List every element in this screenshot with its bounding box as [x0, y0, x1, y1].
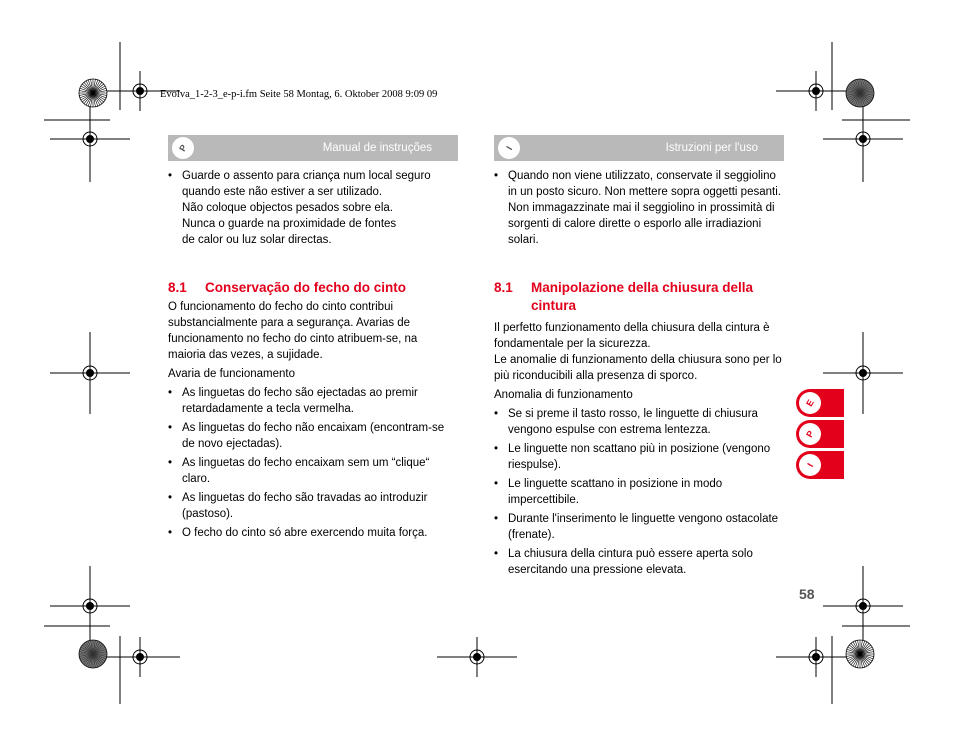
list-item: • La chiusura della cintura può essere aperta solo esercitando una pressione elevata. [494, 548, 753, 576]
file-info-line: Evolva_1-2-3_e-p-i.fm Seite 58 Montag, 6. Oktober 2008 9:09 09 [160, 89, 438, 100]
header-bar-portuguese [168, 135, 458, 161]
left-column [168, 168, 468, 541]
list-item: • As linguetas do fecho são travadas ao introduzir (pastoso). [168, 492, 428, 520]
header-bar-italian [494, 135, 784, 161]
subheading: Anomalia di funzionamento [494, 389, 633, 401]
registration-target [437, 637, 517, 677]
section-paragraph: Le anomalie di funzionamento della chiusura sono per lo più riconducibili alla presenza di sporco. [494, 354, 782, 382]
header-title: Manual de instruções [322, 142, 432, 154]
registration-target [50, 119, 130, 159]
list-item: • Le linguette non scattano più in posizione (vengono riespulse). [494, 443, 771, 471]
list-item: • As linguetas do fecho não encaixam (encontram-se de novo ejectadas). [168, 422, 445, 450]
registration-target [823, 119, 903, 159]
page-number: 58 [799, 586, 815, 602]
header-title: Istruzioni per l'uso [665, 142, 758, 154]
registration-target [100, 637, 180, 677]
starburst-mark [79, 640, 107, 668]
registration-target [50, 353, 130, 393]
language-badge: P [172, 137, 194, 159]
section-heading: 8.1 Conservação do fecho do cinto [168, 280, 407, 295]
list-item: • Durante l'inserimento le linguette vengono ostacolate (frenate). [494, 513, 779, 541]
language-tab-i[interactable]: I [796, 451, 844, 479]
section-heading: 8.1 Manipolazione della chiusura della cintura [494, 280, 754, 313]
registration-target [776, 637, 856, 677]
intro-bullet: • Quando non viene utilizzato, conservate il seggiolino in un posto sicuro. Non mettere sopra oggetti pesanti. Non immagazzinate mai il seggiolino in prossimità di sorgenti di calore dirette o esporlo alle irradiazioni solari. [494, 170, 781, 246]
registration-target [50, 586, 130, 626]
section-paragraph: O funcionamento do fecho do cinto contribui substancialmente para a segurança. Avarias de funcionamento no fecho do cinto atribuem-se, na maioria das vezes, a sujidade. [168, 301, 418, 361]
registration-target [776, 71, 856, 111]
registration-target [823, 586, 903, 626]
list-item: • As linguetas do fecho são ejectadas ao premir retardadamente a tecla vermelha. [168, 387, 418, 415]
language-badge: I [498, 137, 520, 159]
intro-bullet: • Guarde o assento para criança num local seguro quando este não estiver a ser utilizado. Não coloque objectos pesados sobre ela. Nunca o guarde na proximidade de fontes de calor ou luz solar directas. [168, 170, 431, 246]
list-item: • As linguetas do fecho encaixam sem um “clique“ claro. [168, 457, 430, 485]
list-item: • Se si preme il tasto rosso, le linguette di chiusura vengono espulse con estrema lentezza. [494, 408, 758, 436]
starburst-mark [79, 79, 107, 107]
language-tab-e[interactable]: E [796, 389, 844, 417]
section-paragraph: Il perfetto funzionamento della chiusura della cintura è fondamentale per la sicurezza. [494, 322, 770, 350]
list-item: • O fecho do cinto só abre exercendo muita força. [168, 527, 428, 539]
starburst-mark [846, 79, 874, 107]
subheading: Avaria de funcionamento [168, 368, 296, 380]
starburst-mark [846, 640, 874, 668]
language-tab-p[interactable]: P [796, 420, 844, 448]
list-item: • Le linguette scattano in posizione in modo impercettibile. [494, 478, 723, 506]
registration-target [823, 353, 903, 393]
right-column [494, 168, 786, 578]
